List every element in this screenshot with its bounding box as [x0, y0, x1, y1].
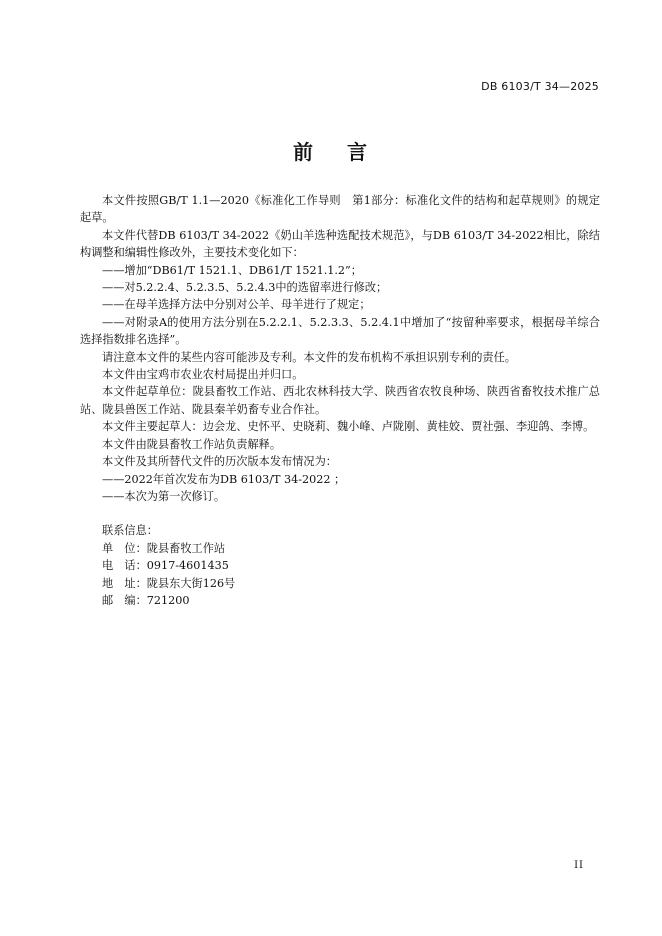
paragraph-drafting-units: 本文件起草单位：陇县畜牧工作站、西北农林科技大学、陕西省农牧良种场、陕西省畜牧技术推广总站、陇县兽医工作站、陇县秦羊奶畜专业合作社。 — [80, 385, 600, 416]
contact-phone — [102, 557, 600, 574]
paragraph-drafters: 本文件主要起草人：边会龙、史怀平、史晓莉、魏小峰、卢陇刚、黄桂姣、贾社强、李迎鸽、李博。 — [102, 420, 595, 434]
contact-postcode-label: 邮 编： — [102, 593, 147, 607]
paragraph-replacement: 本文件代替DB 6103/T 34-2022《奶山羊选种选配技术规范》，与DB 6103/T 34-2022相比，除结构调整和编辑性修改外，主要技术变化如下： — [80, 228, 600, 260]
foreword-body — [80, 192, 600, 609]
contact-postcode — [102, 592, 600, 609]
paragraph-interpretation: 本文件由陇县畜牧工作站负责解释。 — [102, 437, 282, 451]
contact-unit-value: 陇县畜牧工作站 — [146, 541, 226, 555]
contact-phone-value: 0917-4601435 — [146, 559, 229, 573]
contact-info — [80, 522, 600, 609]
change-item: ——增加“DB61/T 1521.1、DB61/T 1521.1.2”； — [102, 263, 362, 277]
history-item: ——2022年首次发布为DB 6103/T 34-2022 ； — [102, 472, 346, 486]
title-char-1: 前 — [293, 140, 315, 164]
contact-address-label: 地 址： — [102, 576, 147, 590]
document-code: DB 6103/T 34—2025 — [481, 80, 599, 93]
contact-unit — [102, 540, 600, 557]
paragraph-patent-notice: 请注意本文件的某些内容可能涉及专利。本文件的发布机构不承担识别专利的责任。 — [102, 350, 516, 364]
contact-address — [102, 575, 600, 592]
page-title — [0, 136, 662, 165]
history-item: ——本次为第一次修订。 — [102, 489, 226, 503]
change-item: ——对附录A的使用方法分别在5.2.2.1、5.2.3.3、5.2.4.1中增加了“按留种率要求，根据母羊综合选择指数排名选择”。 — [80, 315, 600, 347]
contact-phone-label: 电 话： — [102, 559, 147, 573]
contact-address-value: 陇县东大街126号 — [146, 576, 236, 590]
contact-postcode-value: 721200 — [146, 593, 190, 607]
paragraph-history-heading: 本文件及其所替代文件的历次版本发布情况为： — [102, 455, 337, 469]
paragraph-drafting-rules: 本文件按照GB/T 1.1—2020《标准化工作导则 第1部分：标准化文件的结构和起草规则》的规定起草。 — [80, 194, 600, 225]
contact-heading: 联系信息： — [102, 524, 158, 538]
page-number: II — [574, 860, 584, 871]
change-item: ——对5.2.2.4、5.2.3.5、5.2.4.3中的选留率进行修改； — [102, 281, 388, 295]
title-char-2: 言 — [347, 140, 369, 164]
change-item: ——在母羊选择方法中分别对公羊、母羊进行了规定； — [102, 298, 371, 312]
paragraph-proposer: 本文件由宝鸡市农业农村局提出并归口。 — [102, 368, 304, 382]
contact-unit-label: 单 位： — [102, 541, 147, 555]
